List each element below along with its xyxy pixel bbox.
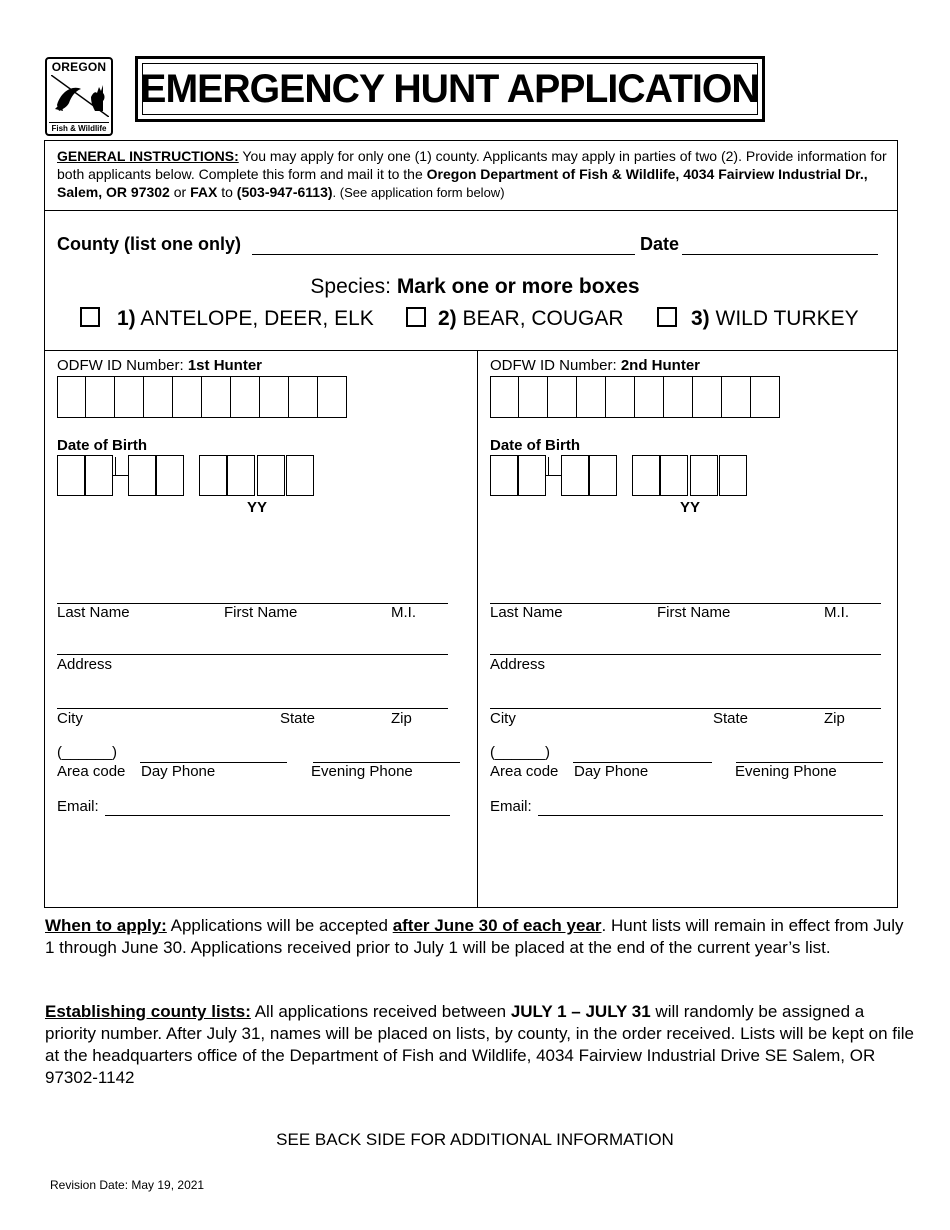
hunter1-first-name-label: First Name [224, 604, 298, 621]
hunter2-email-label: Email: [490, 798, 532, 815]
hunter1-address-input[interactable] [57, 654, 448, 655]
fish-deer-icon [51, 75, 109, 117]
hunter2-id-boxes[interactable] [490, 376, 780, 418]
hunter1-dob-label: Date of Birth [57, 437, 147, 454]
checkbox-bear-cougar[interactable] [406, 307, 426, 327]
title-frame [135, 56, 765, 122]
county-input[interactable] [252, 254, 635, 255]
county-lists-paragraph: Establishing county lists: All applications received between JULY 1 – JULY 31 will randomly be assigned a priority number. After July 31, names will be placed on lists, by county, in the order received. Lists will be kept on file at the headquarters office of the Department of Fish and Wildlife, 4034 Fairview Industrial Drive SE Salem, OR 97302-1142 [45, 1002, 914, 1087]
hunter2-yy-label: YY [680, 499, 701, 516]
hunter1-evening-phone-label: Evening Phone [311, 763, 413, 780]
logo-top-text: OREGON [51, 60, 107, 74]
when-to-apply-paragraph: When to apply: Applications will be accepted after June 30 of each year. Hunt lists will remain in effect from July 1 through June 30. Applications received prior to July 1 will be placed at the end of the current year’s list. [45, 916, 904, 957]
hunter1-yy-label: YY [247, 499, 268, 516]
hunter1-area-code-label: Area code [57, 763, 126, 780]
hunter1-area-code-input[interactable]: (______) [57, 744, 118, 761]
logo-bottom-text: Fish & Wildlife [49, 122, 109, 133]
county-lists-heading: Establishing county lists: [45, 1002, 251, 1021]
hunter1-last-name-label: Last Name [57, 604, 130, 621]
hunter1-city-input[interactable] [57, 708, 448, 709]
hunter1-address-label: Address [57, 656, 113, 673]
hunter1-zip-label: Zip [391, 710, 412, 727]
hunter2-email-input[interactable] [538, 815, 883, 816]
application-form [44, 140, 898, 908]
hunter2-evening-phone-label: Evening Phone [735, 763, 837, 780]
instructions-heading: GENERAL INSTRUCTIONS: [57, 148, 239, 164]
county-label: County (list one only) [57, 234, 241, 254]
hunter1-id-boxes[interactable] [57, 376, 347, 418]
hunter2-mi-label: M.I. [824, 604, 849, 621]
checkbox-wild-turkey[interactable] [657, 307, 677, 327]
hunter2-id-label: ODFW ID Number: 2nd Hunter [490, 357, 701, 374]
species-heading: Species: Mark one or more boxes [310, 275, 640, 298]
hunter1-city-label: City [57, 710, 83, 727]
odfw-logo [45, 57, 113, 136]
hunter2-dob-label: Date of Birth [490, 437, 580, 454]
see-back-notice: SEE BACK SIDE FOR ADDITIONAL INFORMATION [276, 1130, 674, 1149]
hunter2-day-phone-label: Day Phone [574, 763, 649, 780]
revision-date: Revision Date: May 19, 2021 [50, 1178, 205, 1192]
hunter2-city-label: City [490, 710, 516, 727]
species-option-1: 1) ANTELOPE, DEER, ELK [117, 307, 374, 330]
species-option-3: 3) WILD TURKEY [691, 307, 859, 330]
hunter2-address-label: Address [490, 656, 546, 673]
hunter1-email-label: Email: [57, 798, 99, 815]
hunter2-area-code-input[interactable]: (______) [490, 744, 551, 761]
hunter1-mi-label: M.I. [391, 604, 416, 621]
species-option-2: 2) BEAR, COUGAR [438, 307, 624, 330]
hunter1-id-label: ODFW ID Number: 1st Hunter [57, 357, 263, 374]
hunter2-address-input[interactable] [490, 654, 881, 655]
hunter1-day-phone-label: Day Phone [141, 763, 216, 780]
hunter2-first-name-label: First Name [657, 604, 731, 621]
hunter2-state-label: State [713, 710, 749, 727]
hunter2-city-input[interactable] [490, 708, 881, 709]
checkbox-antelope-deer-elk[interactable] [80, 307, 100, 327]
date-input[interactable] [682, 254, 878, 255]
hunter1-email-input[interactable] [105, 815, 450, 816]
when-to-apply-heading: When to apply: [45, 916, 167, 935]
hunter2-last-name-label: Last Name [490, 604, 563, 621]
hunter2-zip-label: Zip [824, 710, 845, 727]
hunter2-area-code-label: Area code [490, 763, 559, 780]
page-title: EMERGENCY HUNT APPLICATION [140, 66, 760, 111]
general-instructions: GENERAL INSTRUCTIONS: You may apply for only one (1) county. Applicants may apply in parties of two (2). Provide information for both applicants below. Complete this form and mail it to the Oregon Department of Fish & Wildlife, 4034 Fairview Industrial Dr., Salem, OR 97302 or FAX to (503-947-6113). (See application form below) [57, 148, 887, 200]
date-label: Date [640, 234, 680, 254]
hunter1-state-label: State [280, 710, 316, 727]
